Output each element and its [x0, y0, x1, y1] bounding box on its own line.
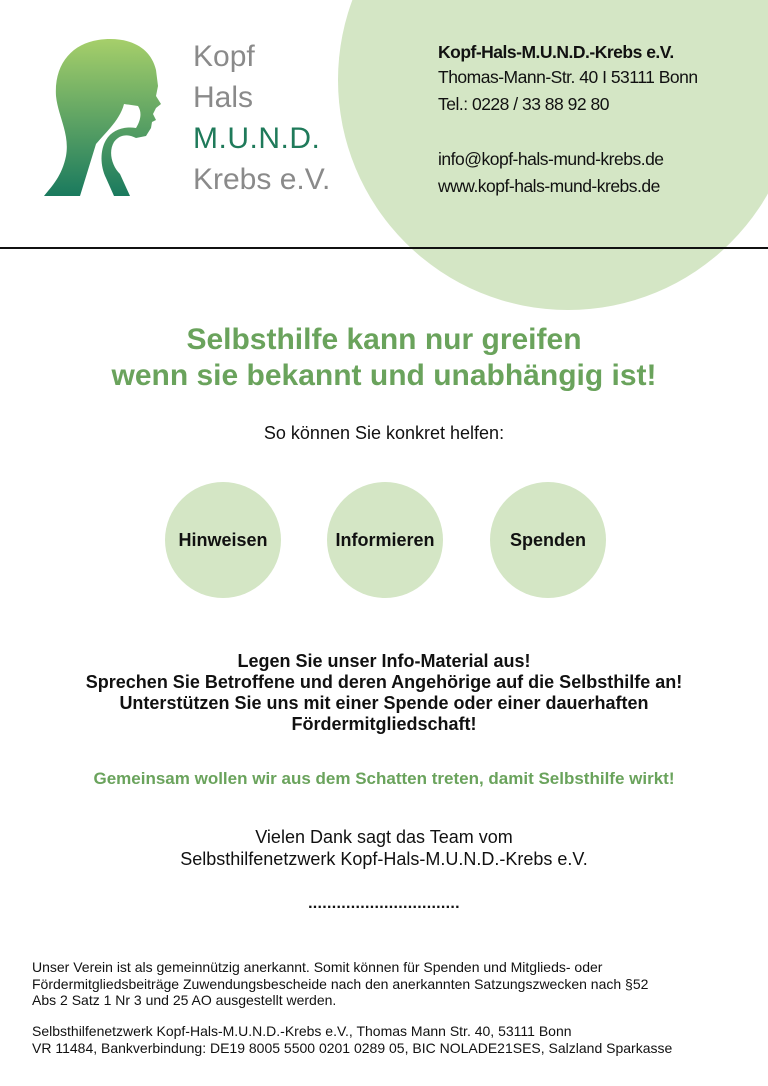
contact-phone: Tel.: 0228 / 33 88 92 80 [438, 94, 609, 114]
imprint-line: Selbsthilfenetzwerk Kopf-Hals-M.U.N.D.-Krebs e.V., Thomas Mann Str. 40, 53111 Bonn [32, 1023, 572, 1039]
legal-line: Fördermitgliedsbeiträge Zuwendungsbescheide nach den anerkannten Satzungszwecken nach §52 [32, 975, 649, 992]
action-circle-informieren [327, 482, 443, 598]
logo-wordmark [193, 36, 330, 200]
thanks-line-2: Selbsthilfenetzwerk Kopf-Hals-M.U.N.D.-Krebs e.V. [180, 849, 588, 869]
imprint-line: VR 11484, Bankverbindung: DE19 8005 5500 0201 0289 05, BIC NOLADE21SES, Salzland Sparkasse [32, 1040, 673, 1056]
imprint-notice [32, 1023, 752, 1057]
header-divider [0, 247, 768, 249]
legal-line: Unser Verein ist als gemeinnützig anerkannt. Somit können für Spenden und Mitglieds- oder [32, 959, 603, 975]
logo-line-mund: M.U.N.D. [193, 122, 321, 155]
call-line: Legen Sie unser Info-Material aus! [237, 651, 531, 671]
action-circle-hinweisen [165, 482, 281, 598]
headline-line-1: Selbsthilfe kann nur greifen [186, 323, 582, 356]
action-label: Spenden [509, 529, 586, 550]
thanks-line-1: Vielen Dank sagt das Team vom [255, 827, 513, 847]
call-line: Fördermitgliedschaft! [291, 714, 477, 734]
action-label: Hinweisen [178, 529, 268, 550]
call-line: Unterstützen Sie uns mit einer Spende oder einer dauerhaften [119, 693, 649, 713]
call-to-action-block [0, 651, 768, 735]
contact-block [438, 40, 698, 200]
action-label: Informieren [335, 529, 435, 550]
motto: Gemeinsam wollen wir aus dem Schatten treten, damit Selbsthilfe wirkt! [93, 769, 675, 788]
head-profile-logo-icon [40, 36, 162, 198]
page-headline [0, 322, 768, 394]
logo-line-kopf: Kopf [193, 40, 255, 73]
contact-email[interactable]: info@kopf-hals-mund-krebs.de [438, 149, 664, 169]
action-circle-spenden [490, 482, 606, 598]
signature-dotted-line: ................................ [308, 895, 460, 912]
thanks-block [0, 826, 768, 870]
headline-line-2: wenn sie bekannt und unabhängig ist! [111, 359, 657, 392]
legal-line: Abs 2 Satz 1 Nr 3 und 25 AO ausgestellt werden. [32, 992, 337, 1008]
logo-line-krebs: Krebs e.V. [193, 163, 331, 196]
call-line: Sprechen Sie Betroffene und deren Angehörige auf die Selbsthilfe an! [85, 672, 683, 692]
logo-line-hals: Hals [193, 81, 254, 114]
nonprofit-notice [32, 959, 742, 1009]
contact-org-name: Kopf-Hals-M.U.N.D.-Krebs e.V. [438, 42, 674, 62]
contact-website[interactable]: www.kopf-hals-mund-krebs.de [438, 176, 660, 196]
subheading: So können Sie konkret helfen: [263, 423, 505, 443]
contact-address: Thomas-Mann-Str. 40 I 53111 Bonn [438, 67, 698, 87]
